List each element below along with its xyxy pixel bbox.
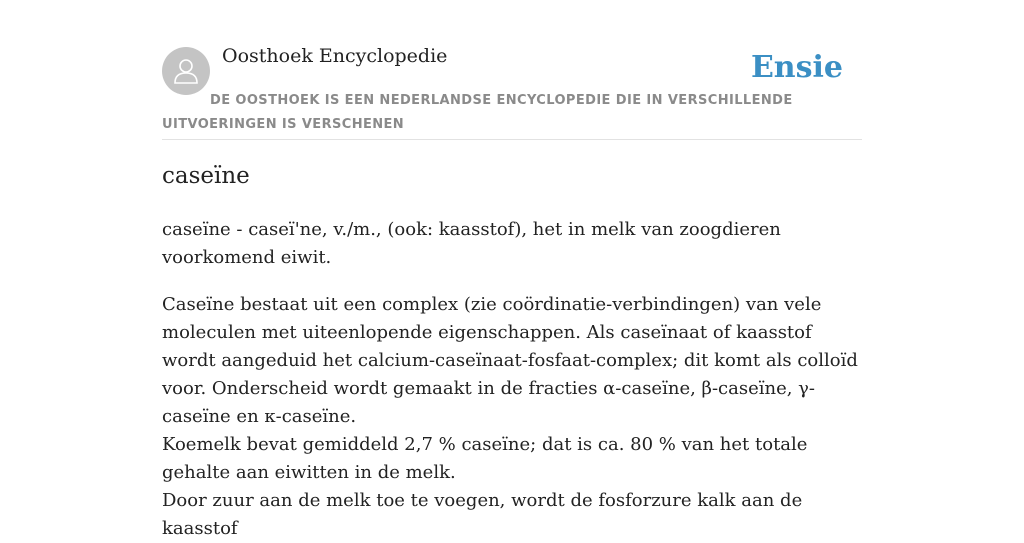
article-paragraph-2: Koemelk bevat gemiddeld 2,7 % caseïne; dat is ca. 80 % van het totale gehalte aan eiwitten in de melk. — [162, 434, 808, 483]
article-paragraph-1: Caseïne bestaat uit een complex (zie coördinatie-verbindingen) van vele moleculen met uiteenlopende eigenschappen. Als caseïnaat of kaasstof wordt aangeduid het calcium-caseïnaat-fosfaat-complex; dit komt als colloïd voor. Onderscheid wordt gemaakt in de fracties α-caseïne, β-caseïne, γ-caseïne en κ-caseïne. — [162, 294, 858, 427]
brand-logo[interactable]: Ensie — [750, 50, 843, 85]
article-title: caseïne — [162, 163, 250, 189]
article-definition: caseïne - caseï'ne, v./m., (ook: kaasstof), het in melk van zoogdieren voorkomend eiwit. — [162, 219, 781, 268]
source-avatar[interactable] — [162, 47, 210, 95]
article-paragraph-3: Door zuur aan de melk toe te voegen, wordt de fosforzure kalk aan de kaasstof — [162, 490, 803, 539]
article-paragraph — [162, 291, 862, 543]
source-name[interactable]: Oosthoek Encyclopedie — [222, 45, 448, 67]
source-header — [162, 0, 862, 140]
page-container — [162, 0, 862, 539]
user-icon — [171, 56, 201, 86]
article-body — [162, 216, 862, 543]
source-description: DE OOSTHOEK IS EEN NEDERLANDSE ENCYCLOPEDIE DIE IN VERSCHILLENDE UITVOERINGEN IS VERSCHENEN — [162, 93, 793, 132]
